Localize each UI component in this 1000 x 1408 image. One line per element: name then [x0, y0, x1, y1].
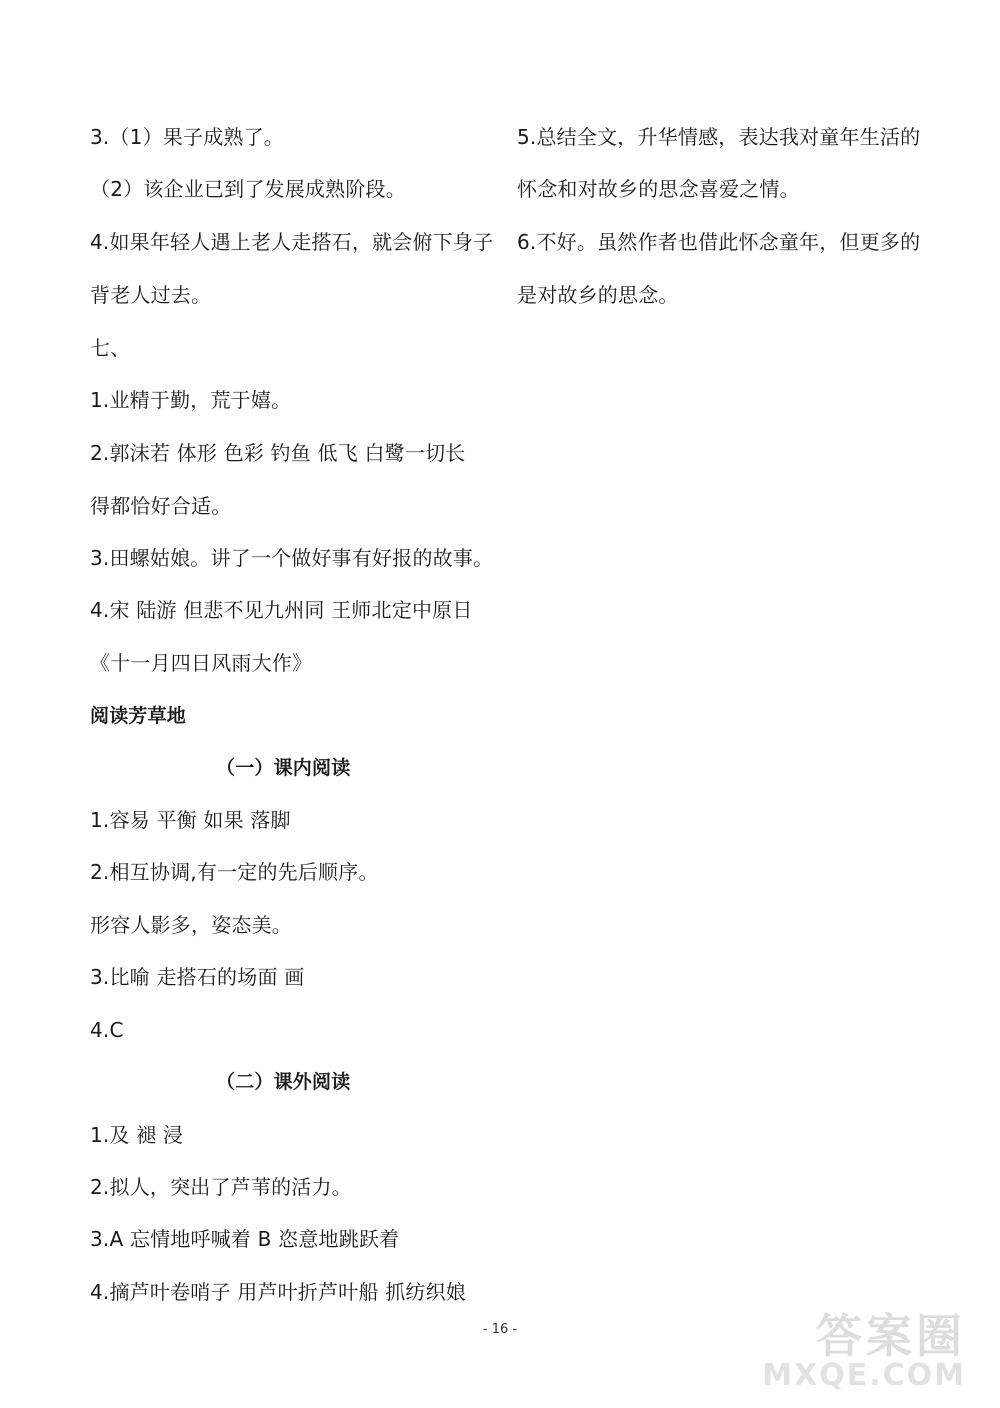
- answer-line: 2.郭沫若 体形 色彩 钓鱼 低飞 白鹭一切长: [90, 441, 466, 465]
- answer-line: 形容人影多，姿态美。: [90, 913, 292, 937]
- section-heading: 七、: [90, 336, 131, 360]
- answer-line: 怀念和对故乡的思念喜爱之情。: [517, 177, 800, 201]
- watermark-url: MXQE.COM: [762, 1358, 966, 1393]
- subsection-title: （一）课内阅读: [216, 757, 351, 779]
- answer-line: 1.业精于勤，荒于嬉。: [90, 388, 292, 412]
- subsection-title: （二）课外阅读: [216, 1071, 351, 1093]
- answer-line: 2.相互协调,有一定的先后顺序。: [90, 860, 379, 884]
- page-number: - 16 -: [482, 1322, 518, 1337]
- answer-line: 3.A 忘情地呼喊着 B 恣意地跳跃着: [90, 1227, 400, 1251]
- answer-line: 4.C: [90, 1018, 124, 1042]
- answer-line: 2.拟人，突出了芦苇的活力。: [90, 1175, 352, 1199]
- answer-line: （2）该企业已到了发展成熟阶段。: [90, 177, 406, 201]
- answer-line: 得都恰好合适。: [90, 494, 232, 518]
- answer-line: 《十一月四日风雨大作》: [90, 651, 313, 675]
- reading-section-title: 阅读芳草地: [90, 705, 187, 727]
- answer-line: 1.容易 平衡 如果 落脚: [90, 808, 291, 832]
- answer-line: 5.总结全文，升华情感，表达我对童年生活的: [517, 125, 921, 149]
- answer-line: 背老人过去。: [90, 283, 212, 307]
- answer-line: 4.宋 陆游 但悲不见九州同 王师北定中原日: [90, 598, 473, 622]
- answer-line: 3.比喻 走搭石的场面 画: [90, 965, 305, 989]
- answer-line: 4.摘芦叶卷哨子 用芦叶折芦叶船 抓纺织娘: [90, 1280, 466, 1304]
- answer-line: 6.不好。虽然作者也借此怀念童年，但更多的: [517, 230, 921, 254]
- watermark-text: 答案圈: [816, 1309, 966, 1363]
- answer-line: 是对故乡的思念。: [517, 283, 679, 307]
- answer-line: 3.田螺姑娘。讲了一个做好事有好报的故事。: [90, 546, 494, 570]
- answer-line: 4.如果年轻人遇上老人走搭石，就会俯下身子: [90, 230, 494, 254]
- watermark-logo: [732, 1300, 972, 1400]
- answer-line: 1.及 褪 浸: [90, 1123, 184, 1147]
- answer-line: 3.（1）果子成熟了。: [90, 125, 285, 149]
